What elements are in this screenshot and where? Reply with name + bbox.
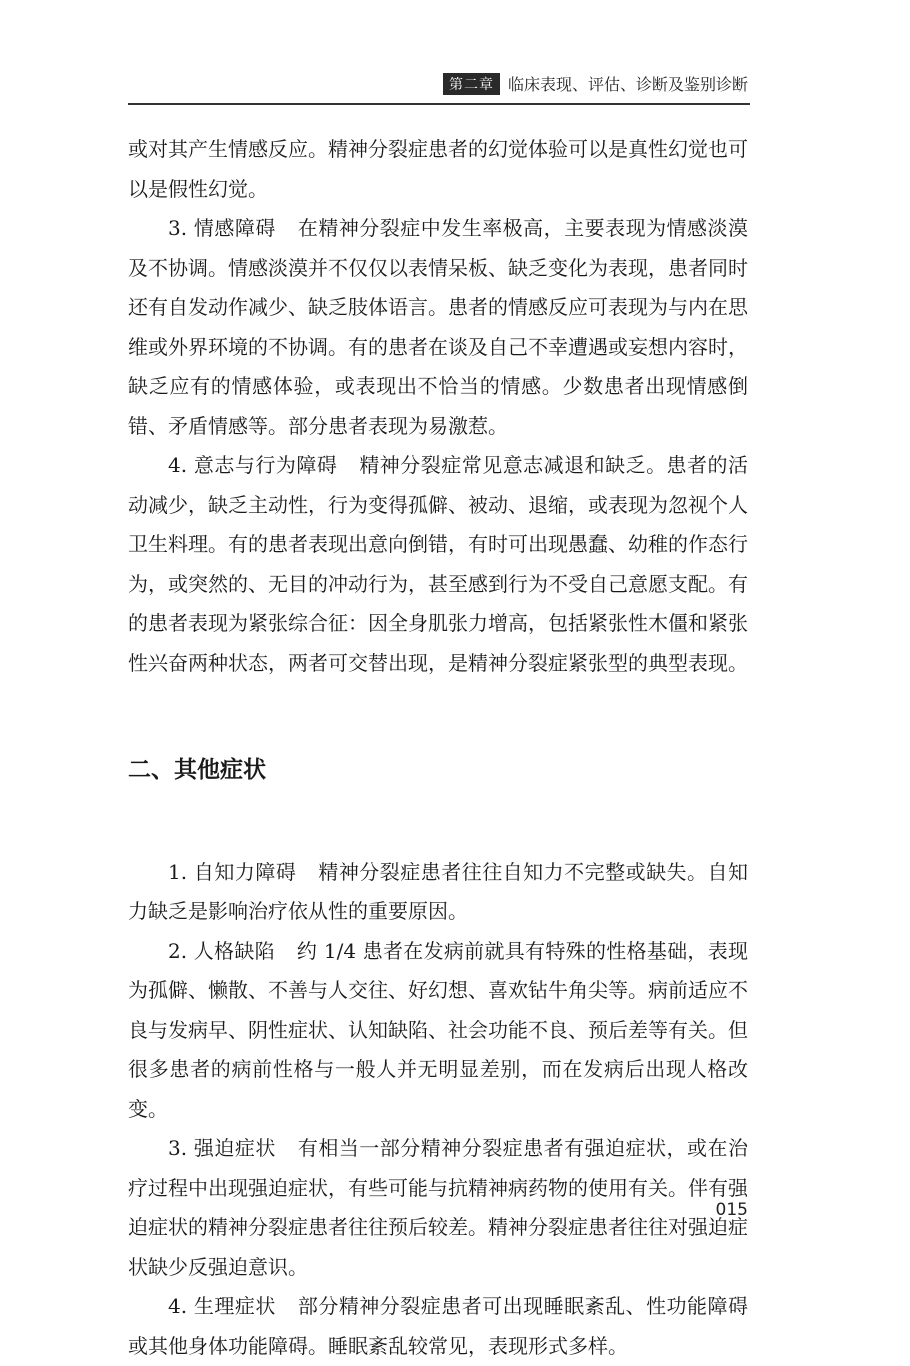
running-header — [0, 72, 910, 95]
paragraph-personality-defect — [128, 932, 748, 1130]
paragraph-text: 有相当一部分精神分裂症患者有强迫症状，或在治疗过程中出现强迫症状，有些可能与抗精神病药物的使用有关。伴有强迫症状的精神分裂症患者往往预后较差。精神分裂症患者往往对强迫症状缺少反强迫意识。 — [128, 1136, 748, 1279]
paragraph-label: 4. 生理症状 — [168, 1294, 276, 1318]
paragraph-physiological-symptoms — [128, 1287, 748, 1366]
paragraph-affective-disorder — [128, 209, 748, 446]
paragraph-continuation: 或对其产生情感反应。精神分裂症患者的幻觉体验可以是真性幻觉也可以是假性幻觉。 — [128, 137, 748, 201]
section-heading: 二、其他症状 — [128, 757, 266, 783]
paragraph-label: 1. 自知力障碍 — [168, 859, 297, 884]
paragraph-label: 3. 情感障碍 — [168, 216, 276, 240]
paragraph-label: 4. 意志与行为障碍 — [168, 453, 338, 477]
page-body — [128, 130, 748, 1366]
paragraph-label: 2. 人格缺陷 — [168, 938, 275, 963]
paragraph-label: 3. 强迫症状 — [168, 1136, 276, 1160]
header-rule — [128, 103, 750, 105]
paragraph-obsessive-symptoms — [128, 1129, 748, 1287]
paragraph-volition-disorder — [128, 446, 748, 683]
chapter-tag: 第二章 — [443, 73, 500, 95]
header-title: 临床表现、评估、诊断及鉴别诊断 — [507, 75, 748, 94]
paragraph-text: 约 1/4 患者在发病前就具有特殊的性格基础，表现为孤僻、懒散、不善与人交往、好幻想、喜欢钻牛角尖等。病前适应不良与发病早、阴性症状、认知缺陷、社会功能不良、预后差等有关。但很多患者的病前性格与一般人并无明显差别，而在发病后出现人格改变。 — [128, 938, 748, 1121]
paragraph-text: 精神分裂症常见意志减退和缺乏。患者的活动减少，缺乏主动性，行为变得孤僻、被动、退缩，或表现为忽视个人卫生料理。有的患者表现出意向倒错，有时可出现愚蠢、幼稚的作态行为，或突然的、无目的冲动行为，甚至感到行为不受自己意愿支配。有的患者表现为紧张综合征：因全身肌张力增高，包括紧张性木僵和紧张性兴奋两种状态，两者可交替出现，是精神分裂症紧张型的典型表现。 — [128, 453, 748, 675]
paragraph-text: 在精神分裂症中发生率极高，主要表现为情感淡漠及不协调。情感淡漠并不仅仅以表情呆板、缺乏变化为表现，患者同时还有自发动作减少、缺乏肢体语言。患者的情感反应可表现为与内在思维或外界环境的不协调。有的患者在谈及自己不幸遭遇或妄想内容时，缺乏应有的情感体验，或表现出不恰当的情感。少数患者出现情感倒错、矛盾情感等。部分患者表现为易激惹。 — [128, 216, 748, 438]
paragraph-text: 部分精神分裂症患者可出现睡眠紊乱、性功能障碍或其他身体功能障碍。睡眠紊乱较常见，表现形式多样。 — [128, 1294, 748, 1358]
page-number: 015 — [715, 1200, 748, 1220]
paragraph-text: 精神分裂症患者往往自知力不完整或缺失。自知力缺乏是影响治疗依从性的重要原因。 — [128, 859, 748, 923]
paragraph-insight-disorder — [128, 853, 748, 932]
